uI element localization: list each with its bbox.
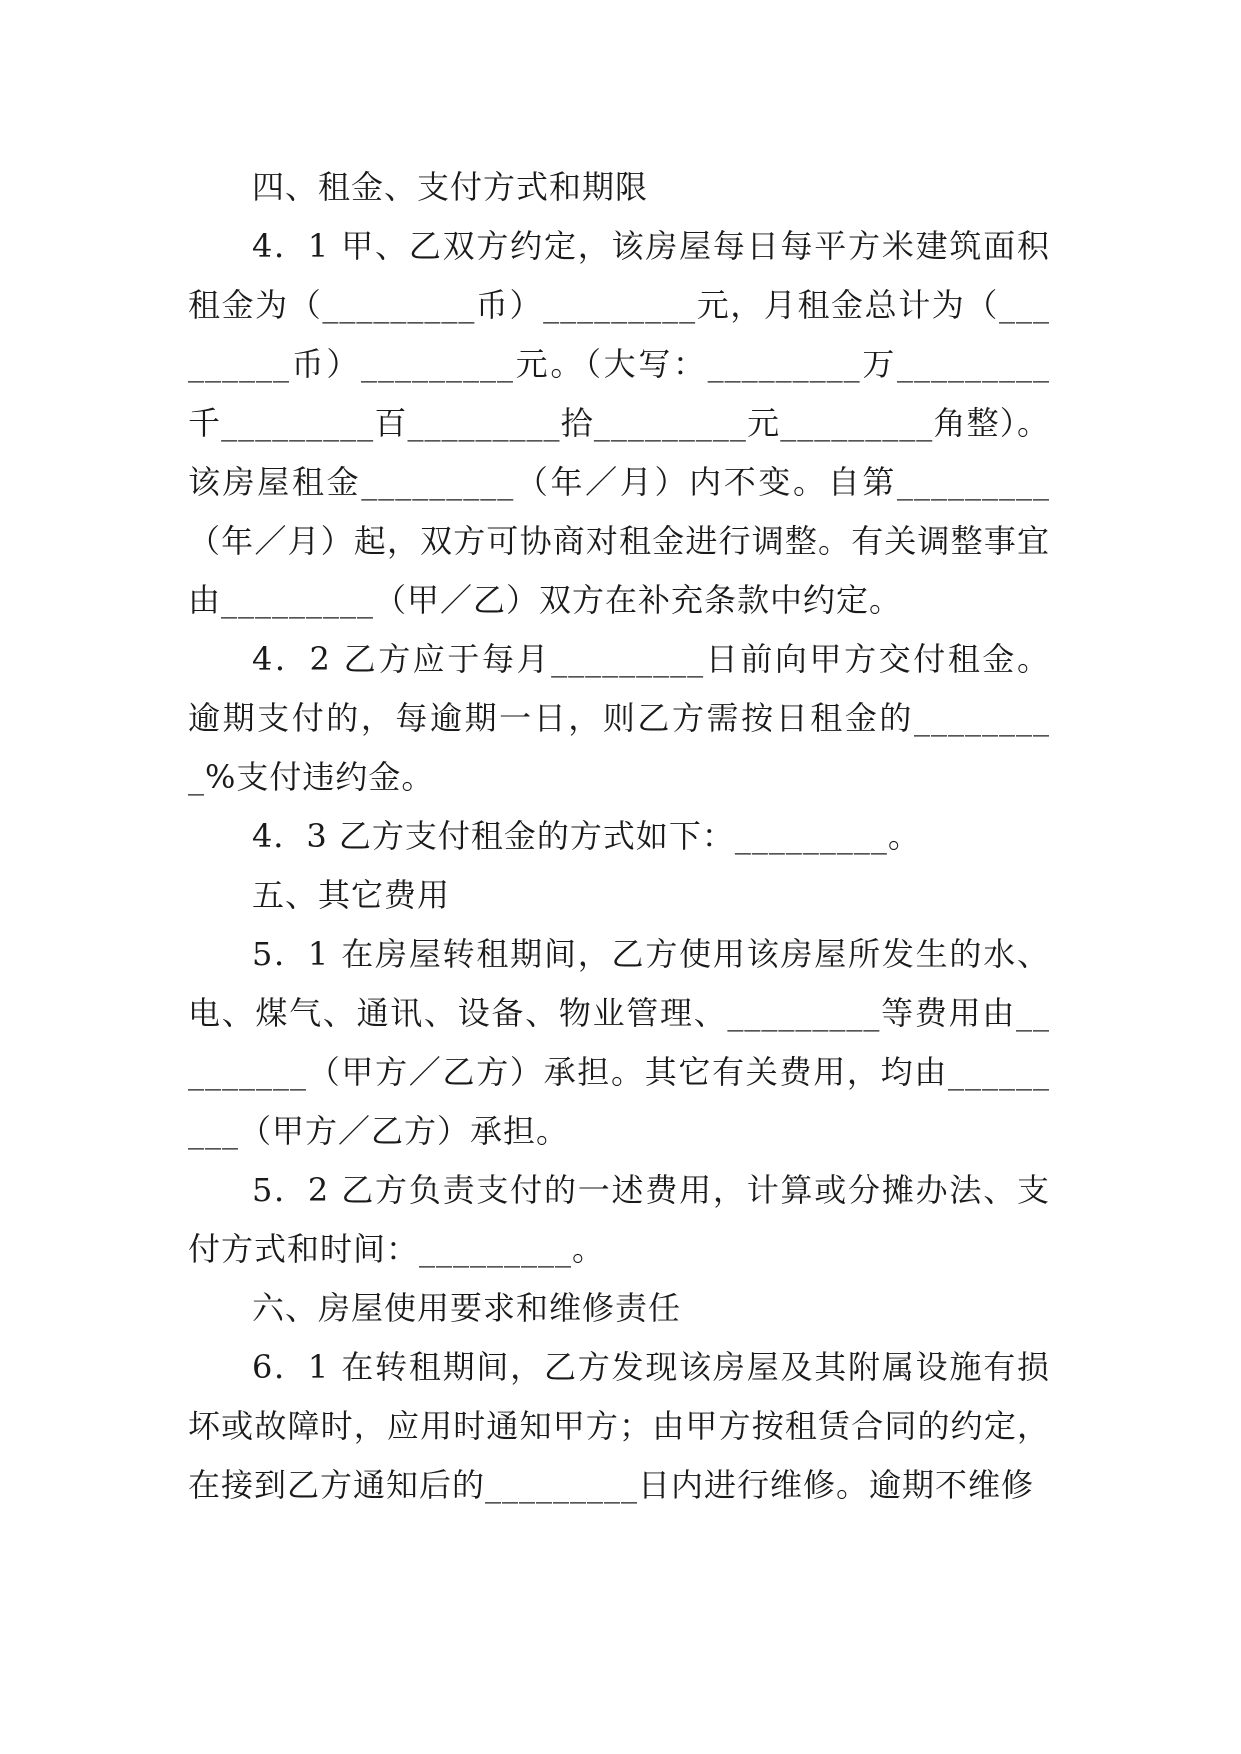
clause-4-2: 4．2 乙方应于每月_________日前向甲方交付租金。逾期支付的，每逾期一日，则乙方需按日租金的_________%支付违约金。 — [188, 640, 1050, 796]
clause-5-2: 5．2 乙方负责支付的一述费用，计算或分摊办法、支付方式和时间：_________。 — [188, 1171, 1050, 1268]
clause-4-1: 4．1 甲、乙双方约定，该房屋每日每平方米建筑面积租金为（_________币）_________元，月租金总计为（_________币）_________元。（大写：_________万_________千_________百_________拾_________元_________角整）。该房屋租金_________（年／月）内不变。自第_________（年／月）起，双方可协商对租金进行调整。有关调整事宜由_________（甲／乙）双方在补充条款中约定。 — [188, 227, 1050, 619]
clause-5-1: 5．1 在房屋转租期间，乙方使用该房屋所发生的水、电、煤气、通讯、设备、物业管理、_________等费用由_________（甲方／乙方）承担。其它有关费用，均由_________（甲方／乙方）承担。 — [188, 935, 1050, 1150]
clause-4-3: 4．3 乙方支付租金的方式如下：_________。 — [252, 817, 921, 855]
document-body — [188, 158, 1050, 1515]
section-heading-rent: 四、租金、支付方式和期限 — [252, 168, 649, 206]
section-heading-other-fees: 五、其它费用 — [252, 876, 451, 914]
section-heading-usage-repair: 六、房屋使用要求和维修责任 — [252, 1289, 682, 1327]
clause-6-1: 6．1 在转租期间，乙方发现该房屋及其附属设施有损坏或故障时，应用时通知甲方；由甲方按租赁合同的约定，在接到乙方通知后的_________日内进行维修。逾期不维修 — [188, 1348, 1050, 1504]
